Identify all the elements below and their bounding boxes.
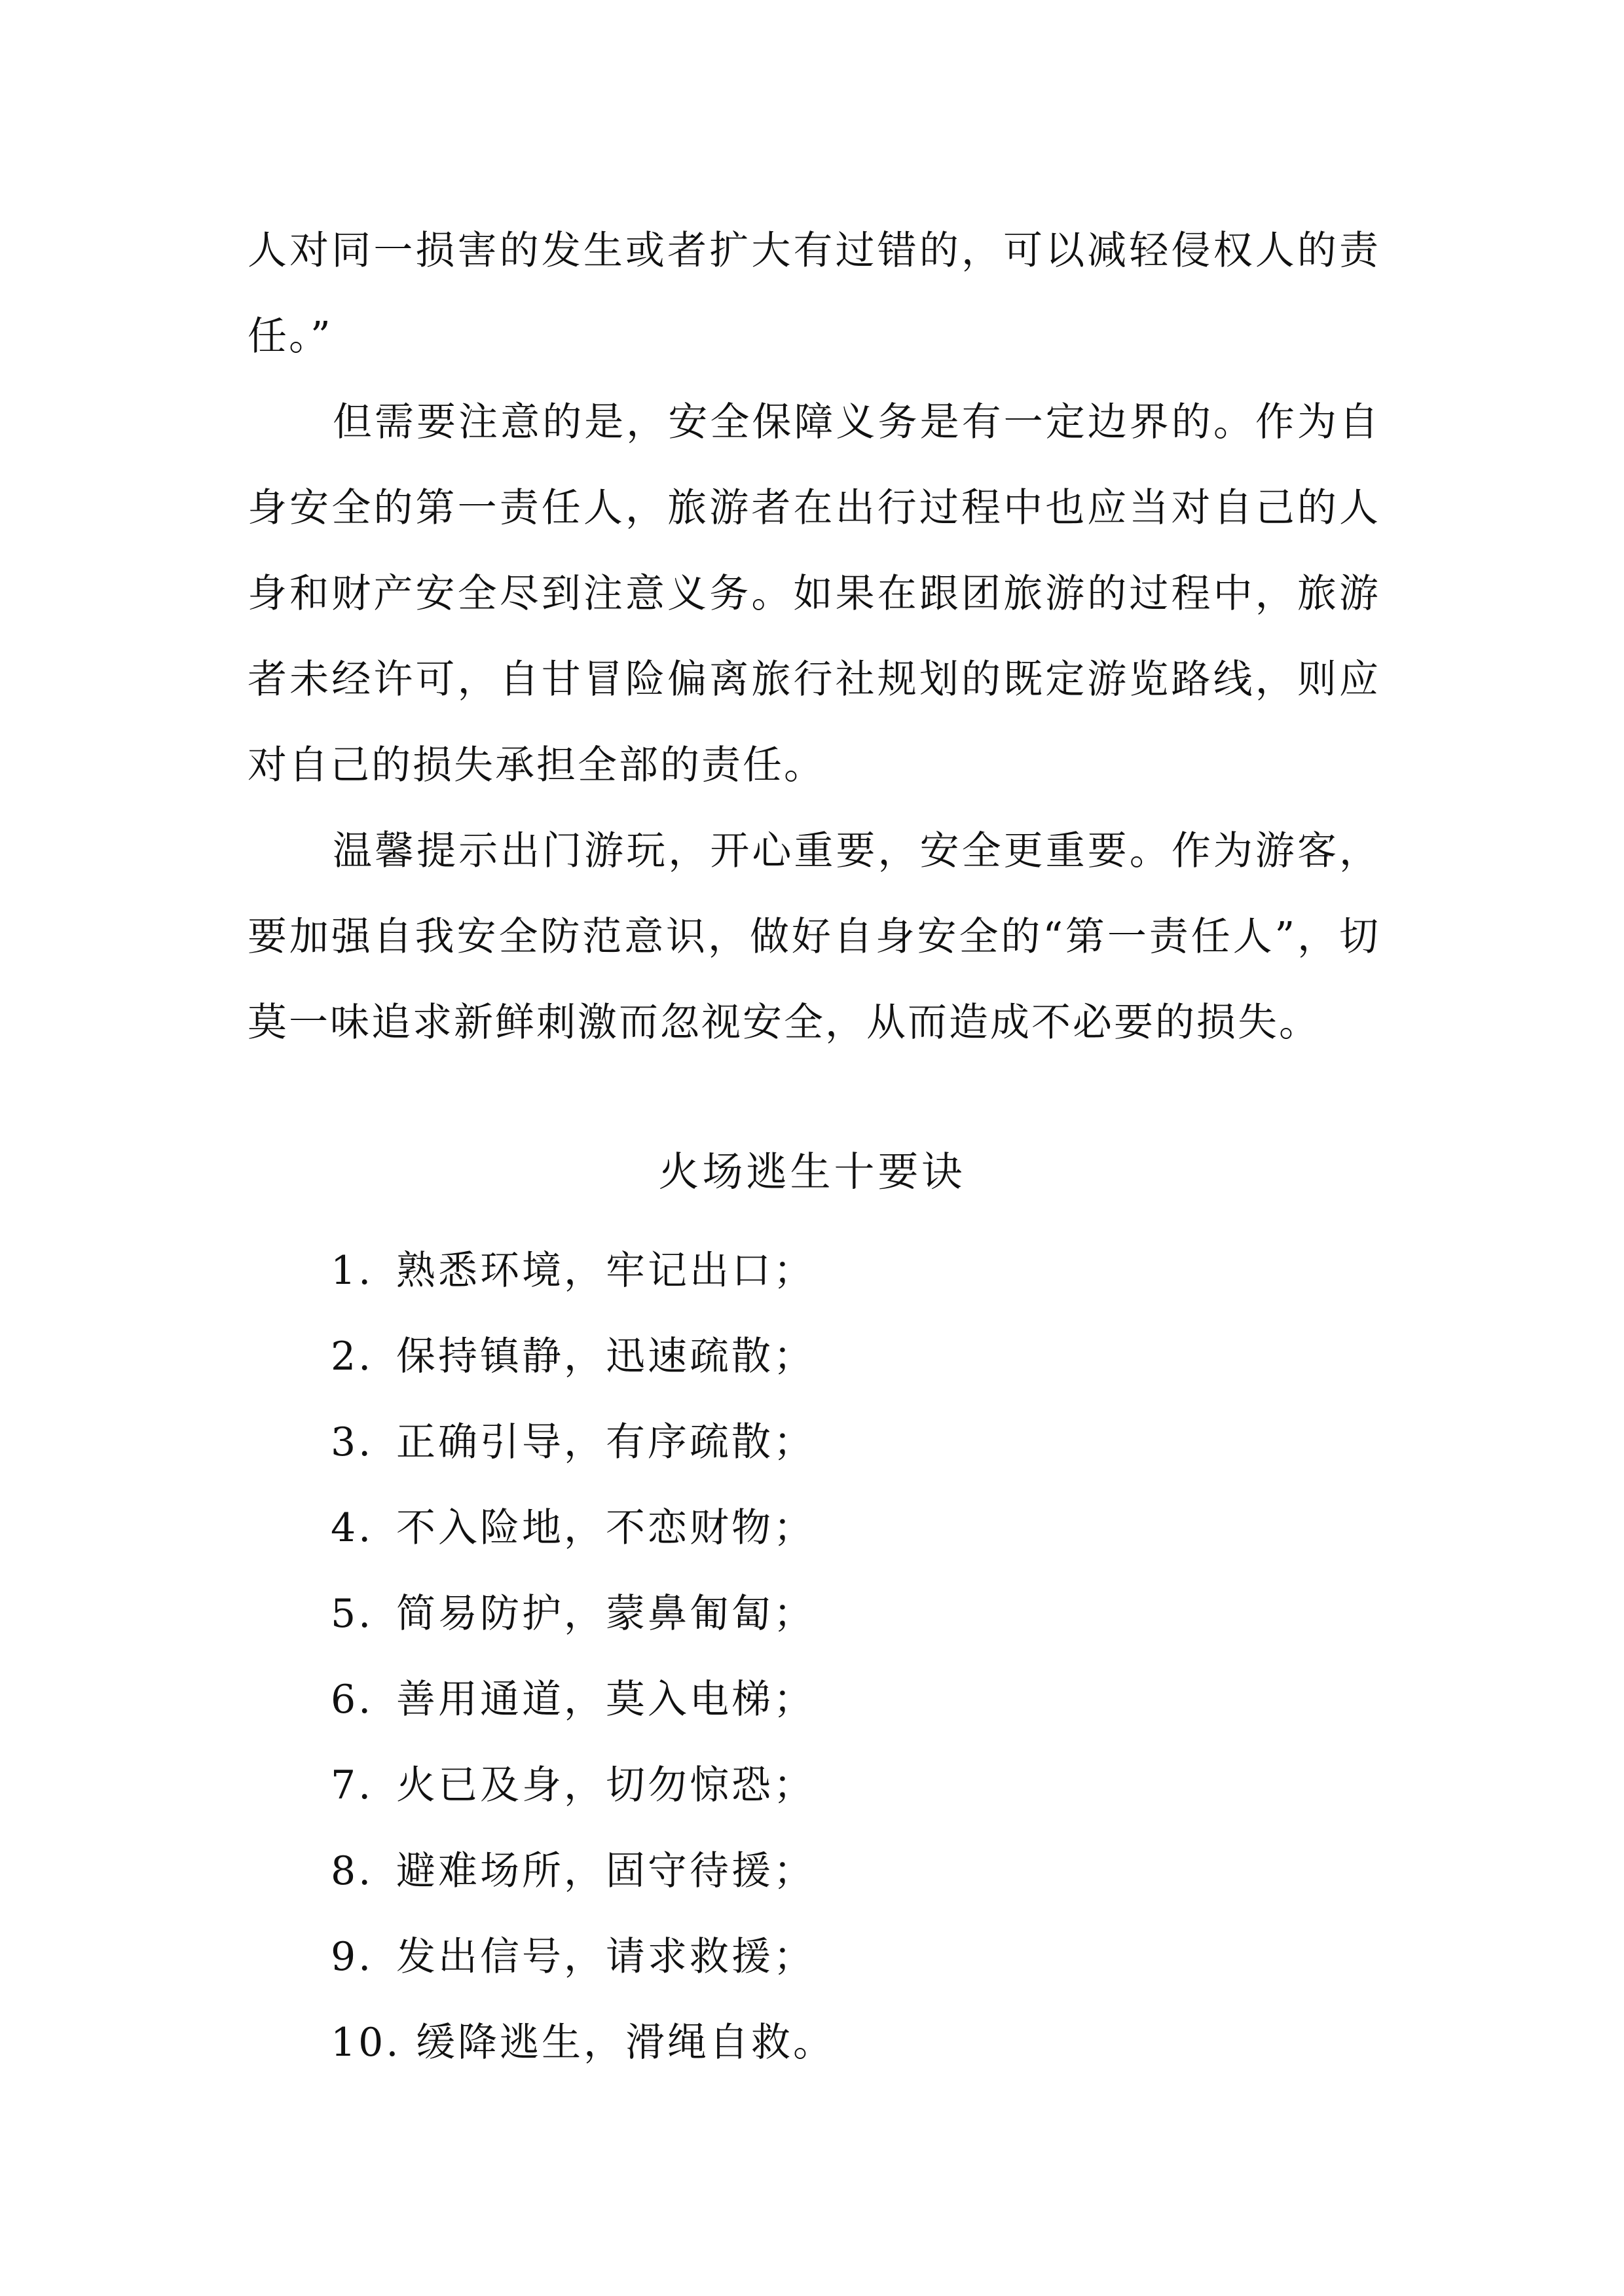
list-item <box>331 1485 835 1571</box>
item-number: 9. <box>331 1934 374 1980</box>
list-item <box>331 1657 835 1743</box>
paragraph-safety-boundary: 但需要注意的是，安全保障义务是有一定边界的。作为自身安全的第一责任人，旅游者在出行过程中也应当对自己的人身和财产安全尽到注意义务。如果在跟团旅游的过程中，旅游者未经许可，自甘冒险偏离旅行社规划的既定游览路线，则应对自己的损失承担全部的责任。 <box>248 399 1380 788</box>
section-title: 火场逃生十要诀 <box>658 1148 966 1195</box>
item-text: 不入险地，不恋财物； <box>396 1505 815 1551</box>
list-item <box>331 2000 835 2086</box>
paragraph-continuation: 人对同一损害的发生或者扩大有过错的，可以减轻侵权人的责任。” <box>248 228 1380 359</box>
paragraph-warm-reminder: 温馨提示出门游玩，开心重要，安全更重要。作为游客，要加强自我安全防范意识，做好自身安全的“第一责任人”，切莫一味追求新鲜刺激而忽视安全，从而造成不必要的损失。 <box>248 828 1380 1046</box>
list-item <box>331 1743 835 1829</box>
item-text: 保持镇静，迅速疏散； <box>396 1334 815 1379</box>
list-item <box>331 1829 835 1914</box>
item-text: 简易防护，蒙鼻匍匐； <box>396 1591 815 1637</box>
item-text: 缓降逃生，滑绳自救。 <box>416 2020 835 2066</box>
item-number: 3. <box>331 1419 374 1465</box>
item-number: 5. <box>331 1591 374 1637</box>
item-text: 正确引导，有序疏散； <box>396 1419 815 1465</box>
item-number: 10. <box>331 2020 401 2066</box>
list-item <box>331 1571 835 1657</box>
list-item <box>331 1314 835 1400</box>
body-text <box>248 208 1380 1066</box>
item-text: 发出信号，请求救援； <box>396 1934 815 1980</box>
list-item <box>331 1914 835 2000</box>
fire-escape-tips-list <box>331 1228 835 2086</box>
item-text: 熟悉环境，牢记出口； <box>396 1248 815 1294</box>
item-number: 7. <box>331 1762 374 1808</box>
item-number: 2. <box>331 1334 374 1379</box>
item-number: 1. <box>331 1248 374 1294</box>
item-text: 善用通道，莫入电梯； <box>396 1677 815 1722</box>
list-item <box>331 1400 835 1485</box>
item-number: 8. <box>331 1848 374 1894</box>
item-text: 避难场所，固守待援； <box>396 1848 815 1894</box>
item-number: 6. <box>331 1677 374 1722</box>
item-text: 火已及身，切勿惊恐； <box>396 1762 815 1808</box>
list-item <box>331 1228 835 1314</box>
item-number: 4. <box>331 1505 374 1551</box>
